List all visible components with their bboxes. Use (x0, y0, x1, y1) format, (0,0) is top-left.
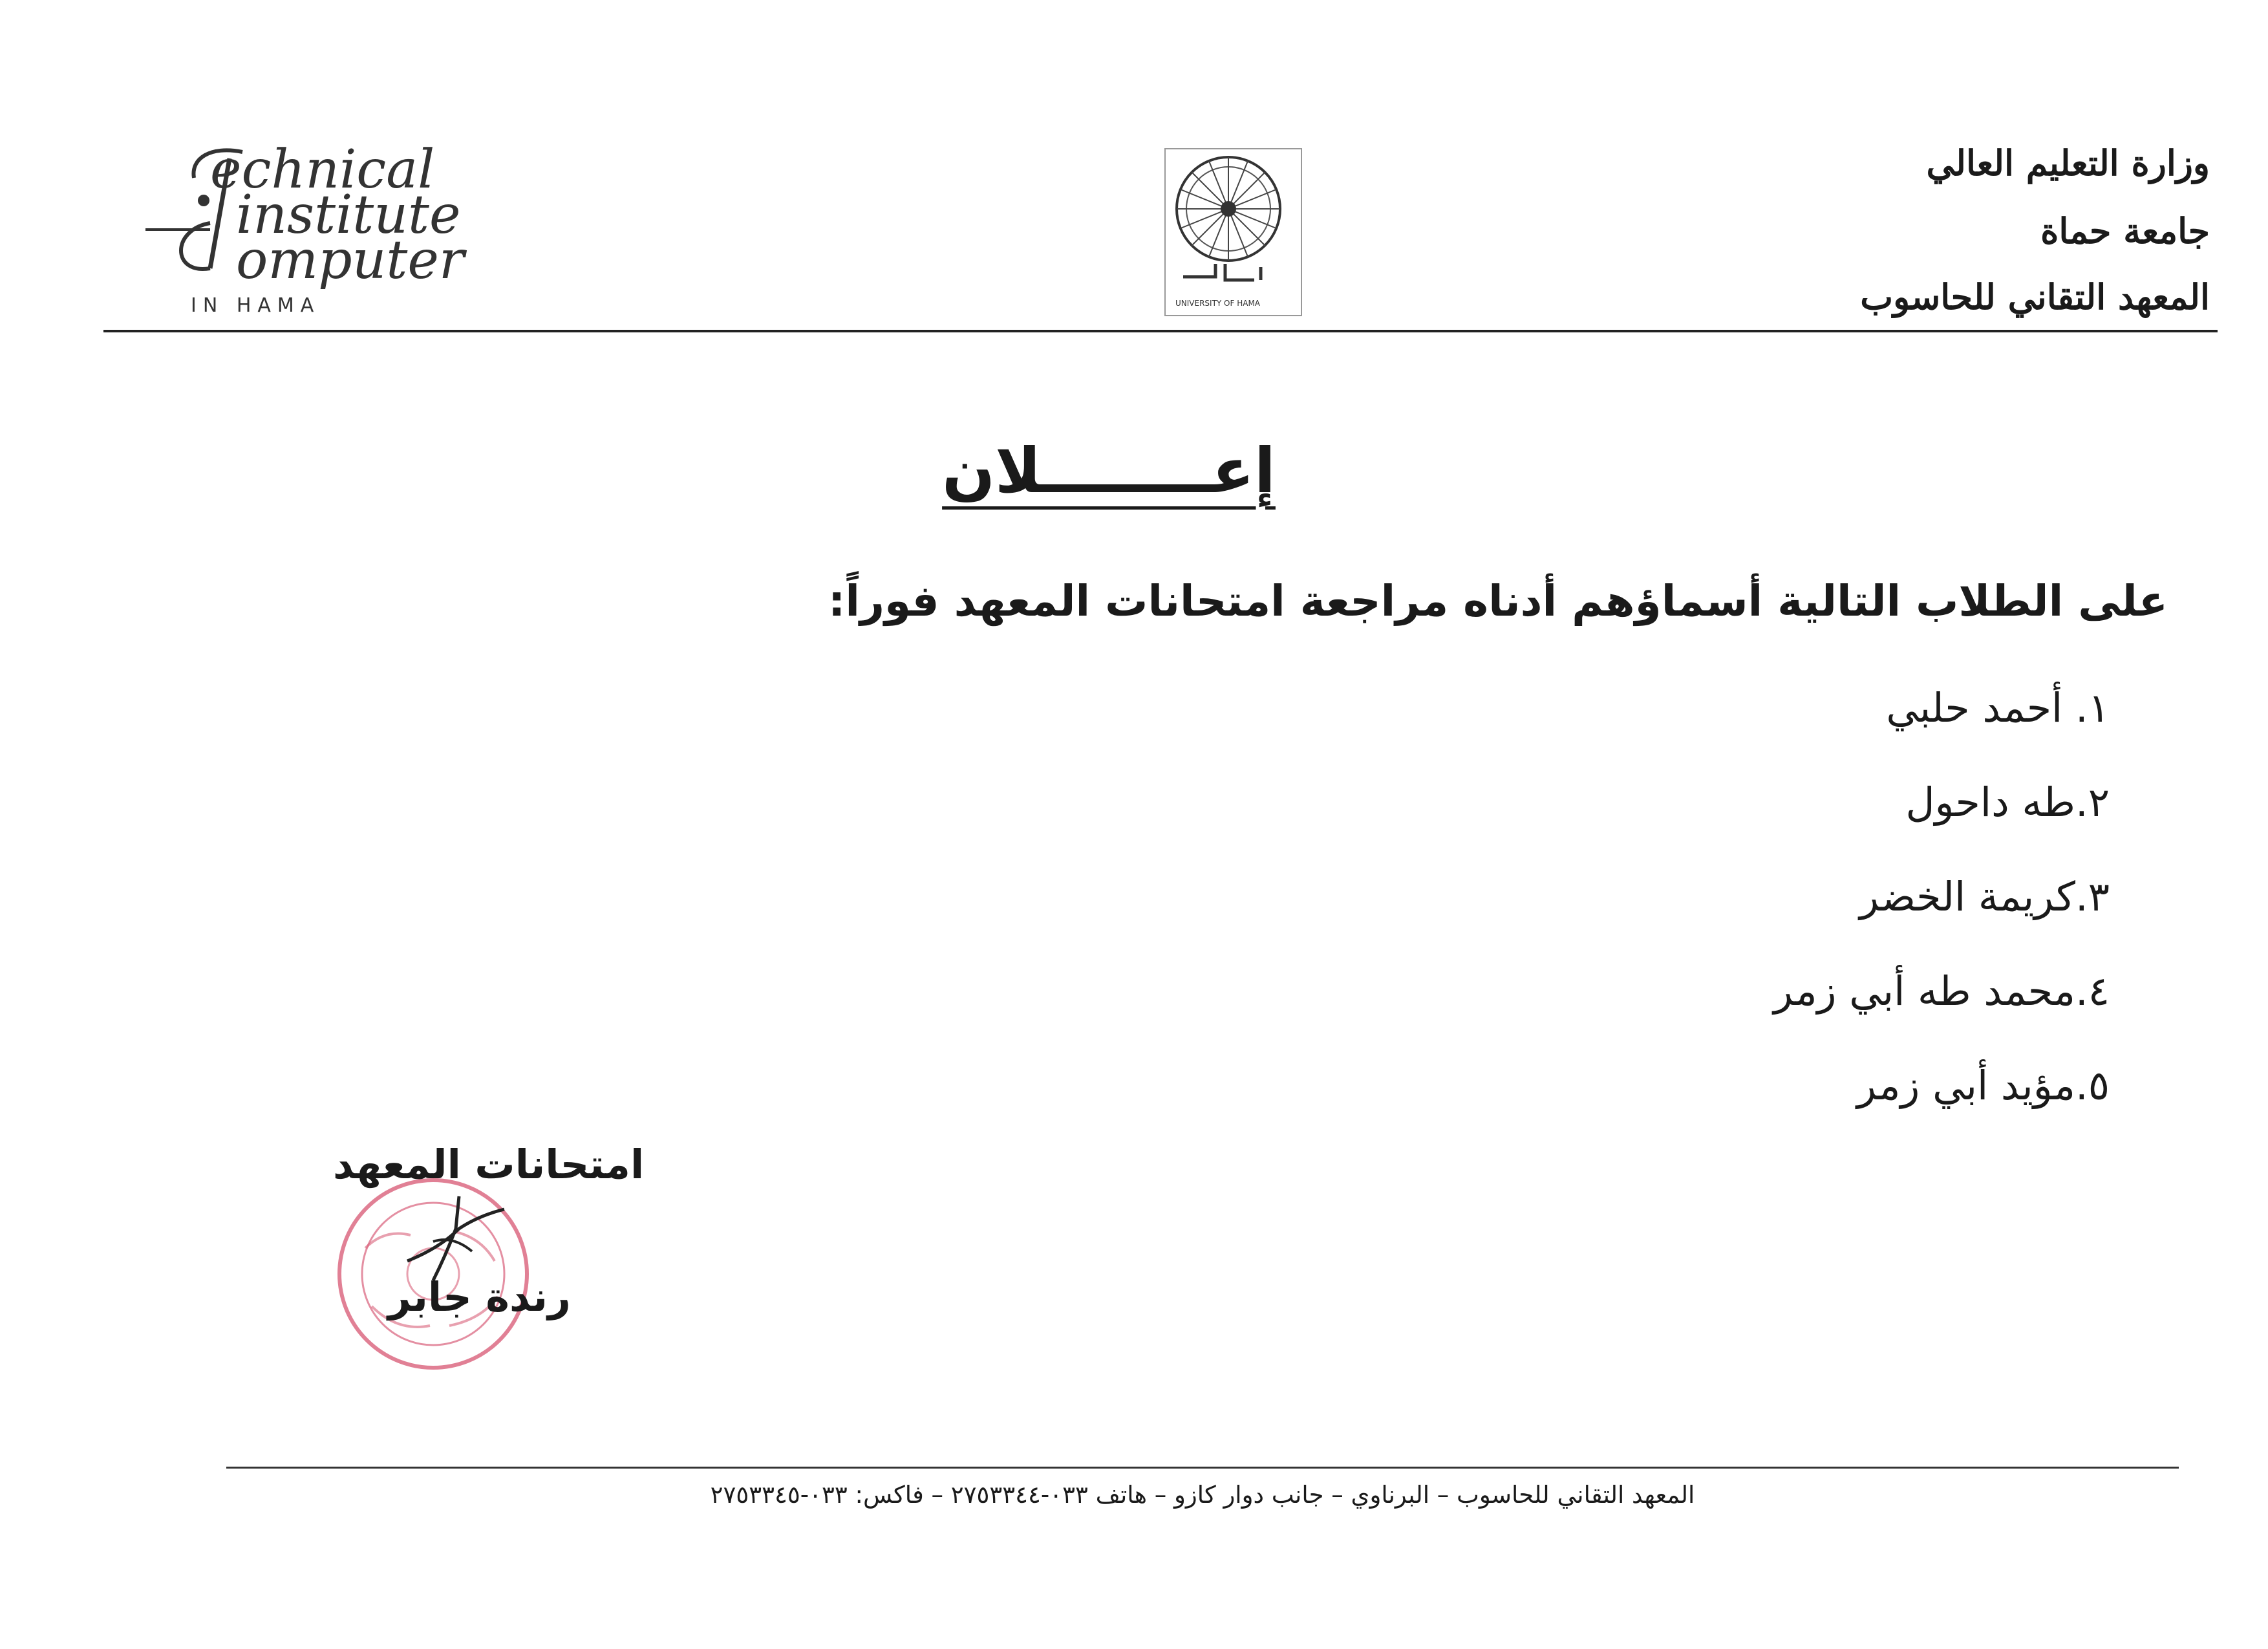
announcement-intro: على الطلاب التالية أسماؤهم أدناه مراجعة امتحانات المعهد فوراً: (828, 576, 2168, 626)
signature-title: امتحانات المعهد (333, 1141, 645, 1188)
logo-text-technical: echnical (210, 139, 435, 200)
logo-text-in-hama: IN HAMA (191, 294, 321, 317)
university-seal-logo (1164, 147, 1303, 317)
student-names-list (1773, 679, 2110, 1151)
signature-name: رندة جابر (388, 1273, 571, 1320)
footer-divider (226, 1467, 2179, 1469)
student-name-item: ٤.محمد طه أبي زمر (1773, 967, 2110, 1015)
student-name-item: ١. أحمد حلبي (1886, 684, 2110, 731)
noria-wheel-icon (1164, 147, 1303, 317)
header-institute: المعهد التقاني للحاسوب (1860, 276, 2210, 318)
header-university: جامعة حماة (2040, 210, 2210, 252)
student-name-item: ٥.مؤيد أبي زمر (1857, 1062, 2110, 1109)
announcement-title: إعــــــــلان (942, 435, 1276, 507)
student-name-item: ٣.كريمة الخضر (1859, 873, 2110, 920)
header-divider (103, 330, 2218, 332)
logo-text-computer: omputer (236, 230, 465, 291)
student-name-item: ٢.طه داحول (1905, 779, 2110, 826)
header-ministry: وزارة التعليم العالي (1926, 142, 2210, 184)
institute-logo (133, 139, 495, 317)
logo-text-institute: institute (236, 184, 461, 246)
footer-contact-info: المعهد التقاني للحاسوب – البرناوي – جانب دوار كازو – هاتف ٠٣٣-٢٧٥٣٣٤٤ – فاكس: ٠٣٣-٢٧٥٣٣٤٥ (710, 1481, 1695, 1509)
seal-logo-caption: UNIVERSITY OF HAMA (1175, 299, 1261, 308)
